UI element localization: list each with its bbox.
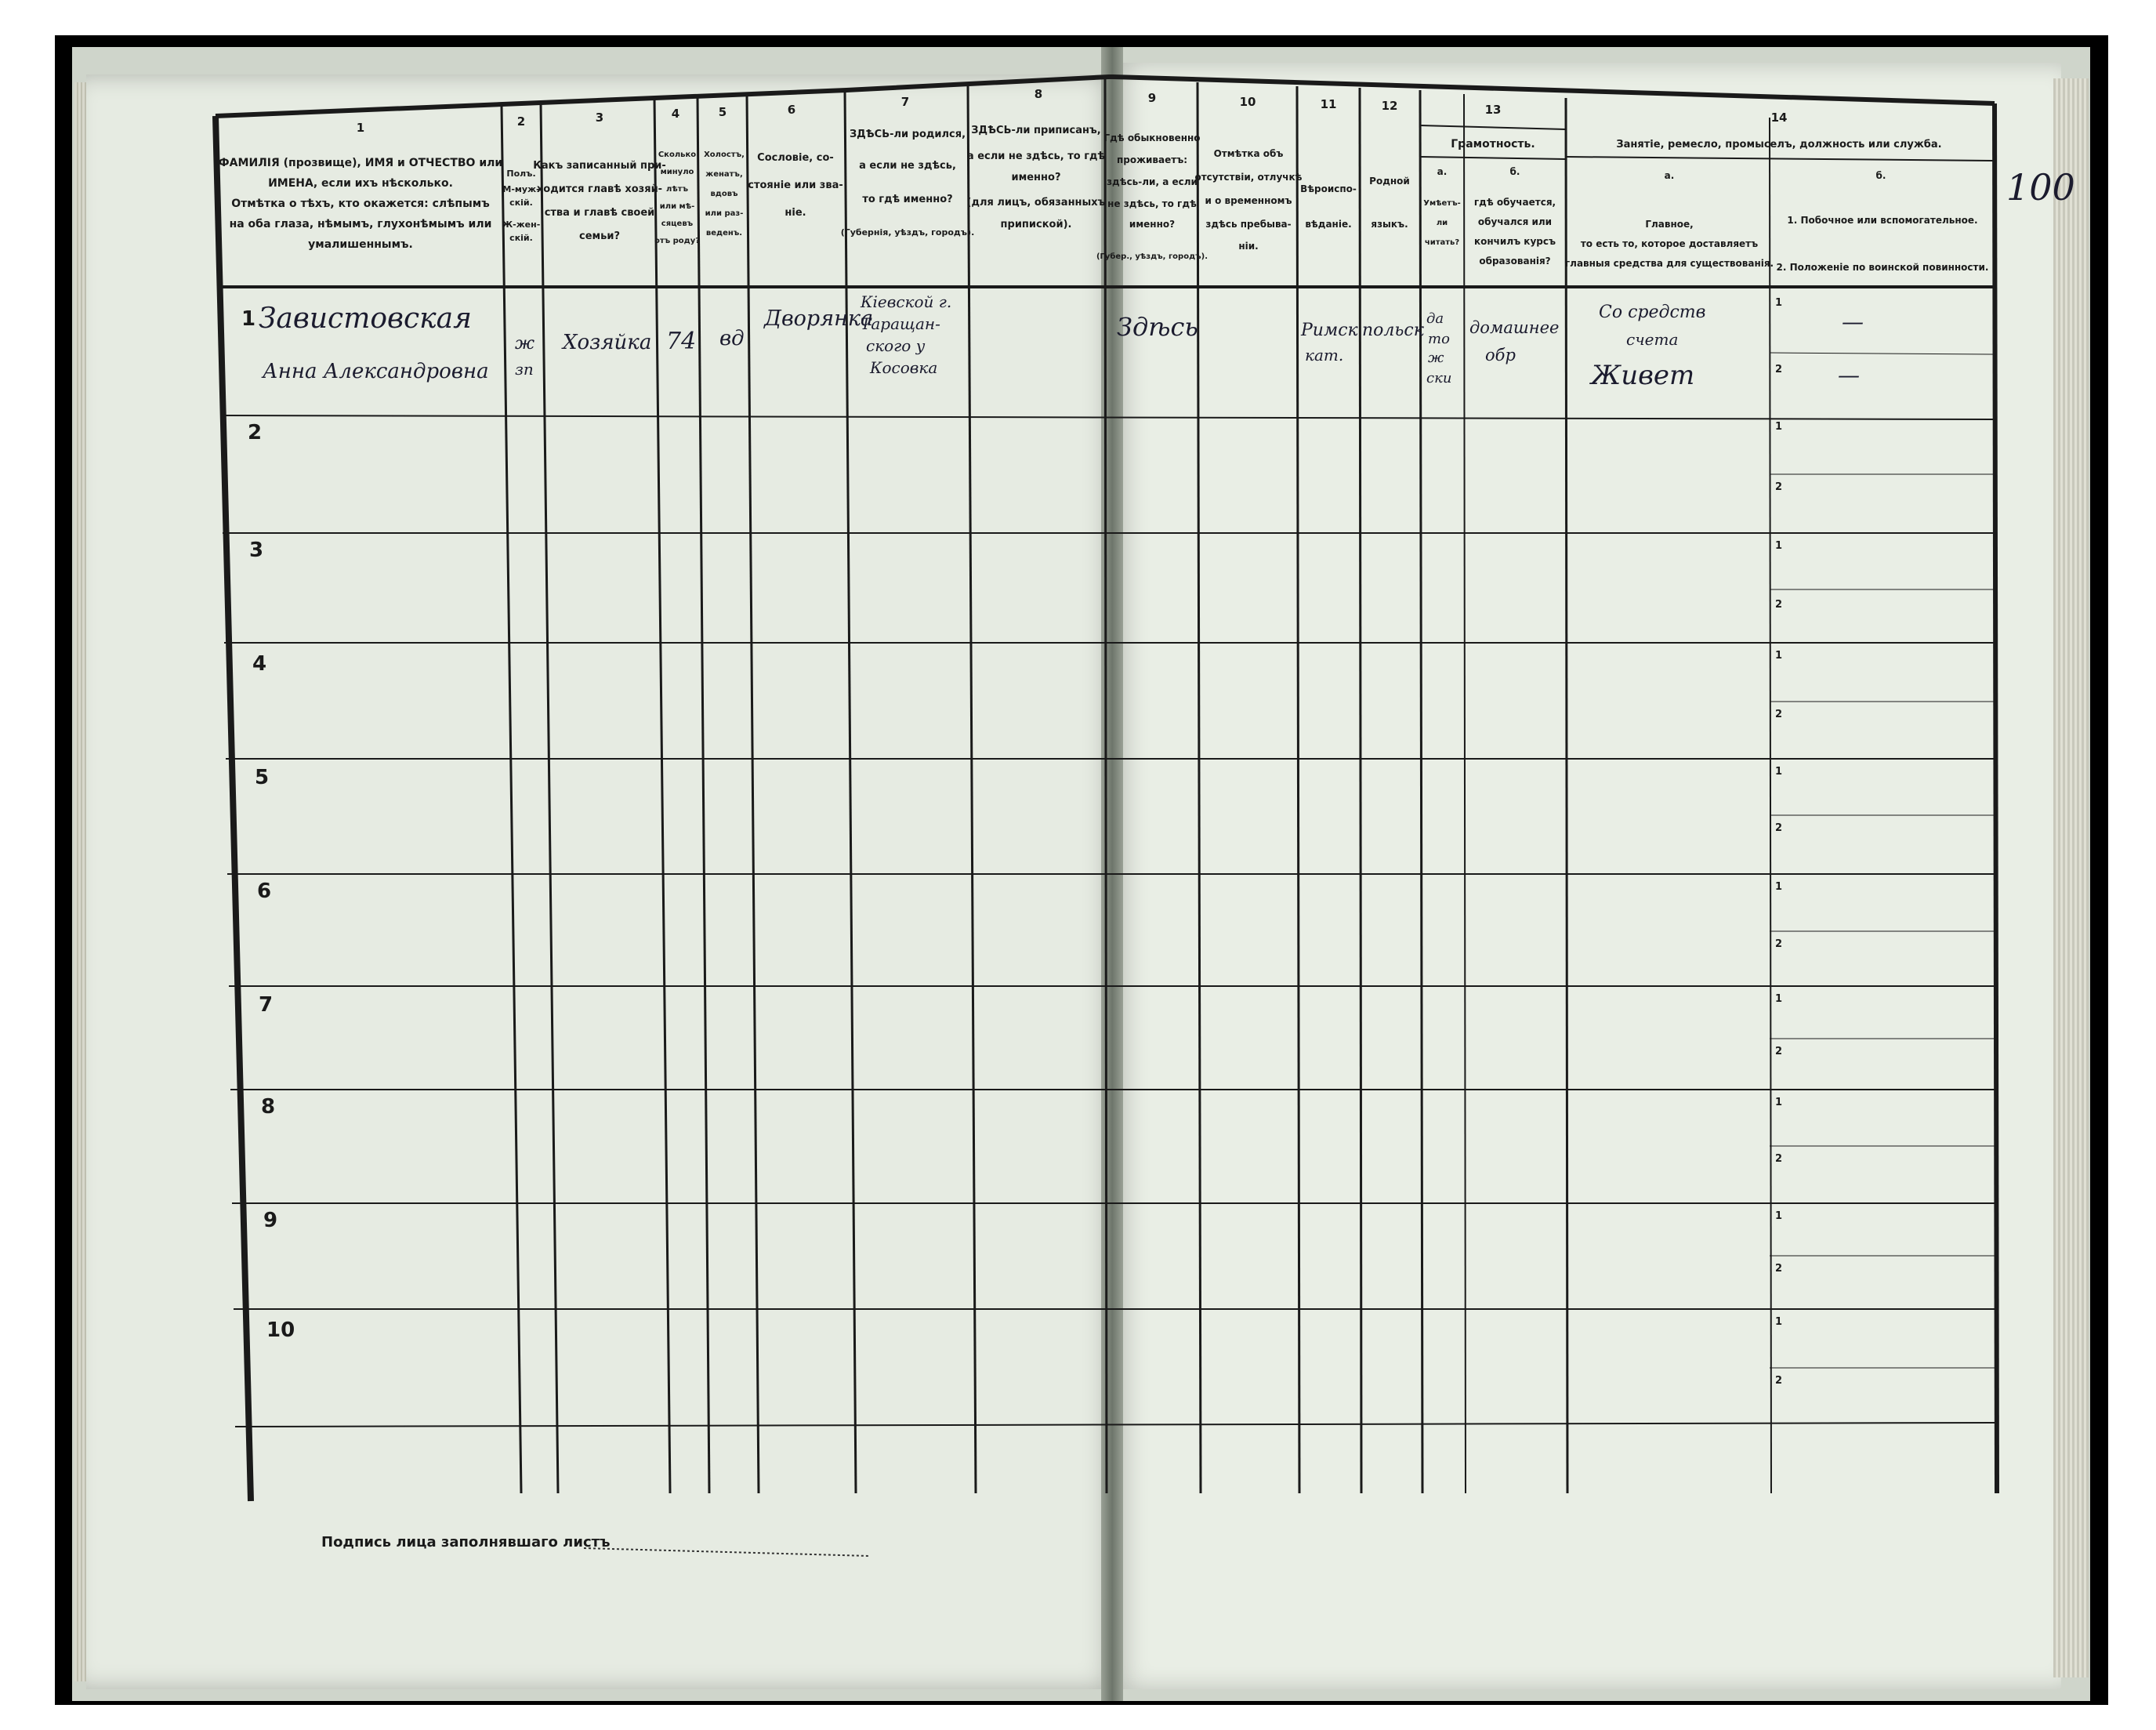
col-2-header-line-2: М-муж-	[502, 184, 540, 194]
col-7-header-line-2: а если не здѣсь,	[859, 160, 956, 172]
col-2-header-line-1: Полъ.	[506, 169, 536, 179]
col-8-header-line-3: именно?	[1011, 172, 1061, 183]
entry-birthplace-line-3: ского у	[866, 336, 926, 355]
col-14-b-line-2: 2. Положеніе по воинской повинности.	[1776, 262, 1989, 273]
col-4-header-line-4: или мѣ-	[659, 202, 695, 211]
col-7-header-line-1: ЗДѢСЬ-ли родился,	[849, 129, 966, 140]
sub-row-label: 1	[1775, 993, 1783, 1005]
entry-military-status: —	[1838, 362, 1860, 388]
col-13-number: 13	[1484, 103, 1502, 117]
col-4-header-line-1: Сколько	[658, 151, 697, 159]
entry-birthplace-line-2: Таращан-	[861, 314, 940, 333]
entry-occupation-line-1: Со средств	[1599, 303, 1706, 322]
entry-secondary-occupation: —	[1842, 309, 1864, 335]
col-10-number: 10	[1239, 95, 1256, 109]
col-14-number: 14	[1770, 111, 1788, 125]
col-4-header-line-5: сяцевъ	[661, 219, 694, 228]
col-7-header-line-4: (Губернія, уѣздъ, городъ).	[840, 227, 975, 238]
col-6-number: 6	[787, 103, 796, 117]
entry-age: 74	[666, 328, 697, 355]
col-2-header-line-3: скій.	[509, 198, 533, 208]
entry-religion-line-2: кат.	[1305, 346, 1344, 364]
col-13-a-line-1: Умѣетъ-	[1423, 199, 1461, 208]
entry-reads-line-4: ски	[1426, 370, 1452, 386]
sub-row-label: 1	[1775, 421, 1783, 433]
col-5-header-line-2: женатъ,	[705, 170, 743, 179]
col-10-header-line-3: и о временномъ	[1205, 195, 1292, 206]
col-9-header-line-5: именно?	[1129, 219, 1176, 230]
col-7-header-line-3: то гдѣ именно?	[862, 194, 953, 205]
col-13-b-line-3: кончилъ курсъ	[1474, 236, 1556, 247]
sub-row-label: 2	[1775, 938, 1783, 950]
entry-occupation-line-2: счета	[1626, 330, 1679, 349]
col-14-title: Занятіе, ремесло, промыселъ, должность или служба.	[1616, 139, 1942, 151]
col-11-number: 11	[1320, 97, 1337, 111]
entry-occupation-line-3: Живет	[1591, 360, 1695, 391]
sub-row-label: 1	[1775, 766, 1783, 778]
entry-sex-mark: зп	[515, 360, 534, 379]
column-headers	[219, 125, 1989, 273]
sub-row-label: 1	[1775, 650, 1783, 662]
row-number-9: 9	[263, 1209, 278, 1232]
entry-relation: Хозяйка	[563, 331, 652, 354]
row-number-6: 6	[257, 880, 272, 903]
col-3-header-line-1: Какъ записанный при-	[533, 160, 666, 172]
col-8-header-line-1: ЗДѢСЬ-ли приписанъ,	[971, 125, 1101, 136]
row-numbers	[241, 307, 295, 1342]
col-2-header-line-4: Ж-жен-	[502, 219, 541, 230]
entry-residence: Здѣсь	[1117, 312, 1198, 342]
col-10-header-line-4: здѣсь пребыва-	[1205, 219, 1292, 230]
col-5-header-line-5: веденъ.	[705, 229, 743, 238]
col-14-a-line-1: Главное,	[1645, 219, 1694, 230]
col-14-b-line-1: 1. Побочное или вспомогательное.	[1787, 215, 1978, 226]
sub-row-label: 2	[1775, 599, 1783, 611]
col-3-header-line-2: ходится главѣ хозяй-	[536, 183, 663, 195]
entry-religion-line-1: Римск	[1301, 321, 1358, 340]
sub-row-label: 2	[1775, 1375, 1783, 1387]
col-4-header-line-3: лѣтъ	[666, 185, 688, 194]
col-9-header-line-2: проживаетъ:	[1116, 154, 1188, 165]
col-14-a-line-3: главныя средства для существованія.	[1564, 258, 1774, 269]
col-10-header-line-1: Отмѣтка объ	[1213, 148, 1284, 159]
col-8-header-line-2: а если не здѣсь, то гдѣ	[966, 151, 1106, 162]
col-13-b-line-4: образованія?	[1479, 256, 1551, 267]
row-number-3: 3	[249, 539, 264, 562]
row-number-7: 7	[259, 993, 274, 1017]
sub-row-label: 2	[1775, 1263, 1783, 1275]
entry-education-line-1: домашнее	[1469, 318, 1560, 337]
sub-row-label: 2	[1775, 1046, 1783, 1057]
row-number-1: 1	[241, 307, 256, 331]
col-1-number: 1	[356, 121, 365, 135]
row-number-10: 10	[266, 1318, 295, 1342]
entry-native-language: польск	[1362, 321, 1424, 340]
sub-row-label: 1	[1775, 540, 1783, 552]
col-13-a-line-3: читать?	[1424, 238, 1460, 247]
col-3-number: 3	[595, 111, 604, 125]
col-10-header-line-2: отсутствіи, отлучкѣ	[1194, 172, 1303, 183]
col-6-header-line-3: ніе.	[784, 207, 806, 219]
col-13-a-line-2: ли	[1436, 219, 1448, 227]
col-1-header-line-3: Отмѣтка о тѣхъ, кто окажется: слѣпымъ	[231, 198, 490, 210]
col-4-number: 4	[671, 107, 680, 121]
entry-birthplace-line-1: Кіевской г.	[861, 292, 952, 311]
sub-row-labels	[1775, 297, 1782, 1387]
col-8-header-line-4: (для лицъ, обязанныхъ	[966, 197, 1106, 209]
entry-marital-status: вд	[719, 327, 745, 350]
col-13-b-line-2: обучался или	[1477, 216, 1553, 227]
col-4-header-line-6: отъ роду?	[654, 237, 701, 245]
col-4-header-line-2: минуло	[660, 168, 694, 176]
sub-row-label: 1	[1775, 297, 1783, 309]
col-9-header-line-3: здѣсь-ли, а если	[1107, 176, 1198, 187]
entry-reads-line-2: то	[1428, 331, 1450, 347]
row-number-5: 5	[255, 766, 270, 789]
entry-estate: Дворянка	[764, 306, 874, 331]
col-13-b-line-1: гдѣ обучается,	[1473, 197, 1556, 208]
col-8-number: 8	[1034, 87, 1043, 101]
col-13-a: а.	[1437, 166, 1448, 177]
row-number-2: 2	[248, 421, 263, 444]
sub-row-label: 1	[1775, 1097, 1783, 1108]
sub-row-label: 2	[1775, 822, 1783, 834]
table-grid	[216, 77, 1997, 1501]
signature-line	[584, 1548, 870, 1556]
col-5-header-line-4: или раз-	[705, 209, 744, 218]
col-12-header-line-1: Родной	[1369, 176, 1410, 187]
col-1-header-line-1: ФАМИЛІЯ (прозвище), ИМЯ и ОТЧЕСТВО или	[218, 157, 503, 169]
sub-row-label: 1	[1775, 1316, 1783, 1328]
col-5-header-line-3: вдовъ	[710, 190, 738, 198]
entry-reads-line-3: ж	[1428, 350, 1444, 366]
sub-row-label: 2	[1775, 481, 1783, 493]
page-number: 100	[2006, 166, 2075, 209]
sub-row-label: 2	[1775, 709, 1783, 720]
col-9-header-line-6: (Губер., уѣздъ, городъ).	[1096, 252, 1208, 261]
col-14-a: а.	[1664, 170, 1675, 181]
col-12-header-line-2: языкъ.	[1371, 219, 1408, 230]
col-12-number: 12	[1381, 99, 1398, 113]
col-5-header-line-1: Холостъ,	[704, 151, 745, 159]
col-14-a-line-2: то есть то, которое доставляетъ	[1580, 238, 1759, 249]
col-1-header-line-2: ИМЕНА, если ихъ нѣсколько.	[268, 177, 453, 190]
sub-row-label: 2	[1775, 364, 1783, 375]
entry-reads-line-1: да	[1426, 310, 1444, 327]
col-8-header-line-5: припиской).	[1000, 219, 1072, 230]
col-6-header-line-1: Сословіе, со-	[757, 152, 834, 164]
col-13-title: Грамотность.	[1451, 138, 1535, 151]
row-number-8: 8	[261, 1095, 276, 1119]
col-1-header-line-5: умалишеннымъ.	[308, 238, 413, 251]
entry-education-line-2: обр	[1485, 346, 1516, 364]
col-3-header-line-4: семьи?	[578, 230, 621, 242]
col-1-header-line-4: на оба глаза, нѣмымъ, глухонѣмымъ или	[229, 218, 492, 230]
sub-row-label: 2	[1775, 1153, 1783, 1165]
entry-surname: Завистовская	[259, 303, 472, 335]
col-9-header-line-4: не здѣсь, то гдѣ	[1107, 198, 1197, 209]
signature-label: Подпись лица заполнявшаго листъ	[321, 1534, 611, 1550]
row-number-4: 4	[252, 652, 267, 676]
sub-row-label: 1	[1775, 881, 1783, 893]
col-11-header-line-2: вѣданіе.	[1305, 219, 1352, 230]
entry-given-names: Анна Александровна	[263, 360, 489, 383]
col-9-number: 9	[1147, 91, 1157, 105]
col-10-header-line-5: ніи.	[1238, 241, 1259, 252]
col-11-header-line-1: Вѣроиспо-	[1300, 183, 1357, 194]
col-5-number: 5	[718, 105, 727, 119]
col-13-b: б.	[1509, 166, 1520, 177]
col-3-header-line-3: ства и главѣ своей	[544, 207, 655, 219]
col-14-b: б.	[1875, 170, 1886, 181]
entry-birthplace-line-4: Косовка	[870, 358, 938, 377]
col-9-header-line-1: Гдѣ обыкновенно	[1103, 132, 1201, 143]
col-6-header-line-2: стояніе или зва-	[748, 180, 843, 191]
entry-row-1	[259, 292, 1864, 391]
sub-row-label: 1	[1775, 1210, 1783, 1222]
col-2-number: 2	[516, 114, 526, 129]
col-7-number: 7	[900, 95, 910, 109]
col-2-header-line-5: скій.	[509, 233, 533, 243]
entry-sex: ж	[515, 334, 535, 354]
